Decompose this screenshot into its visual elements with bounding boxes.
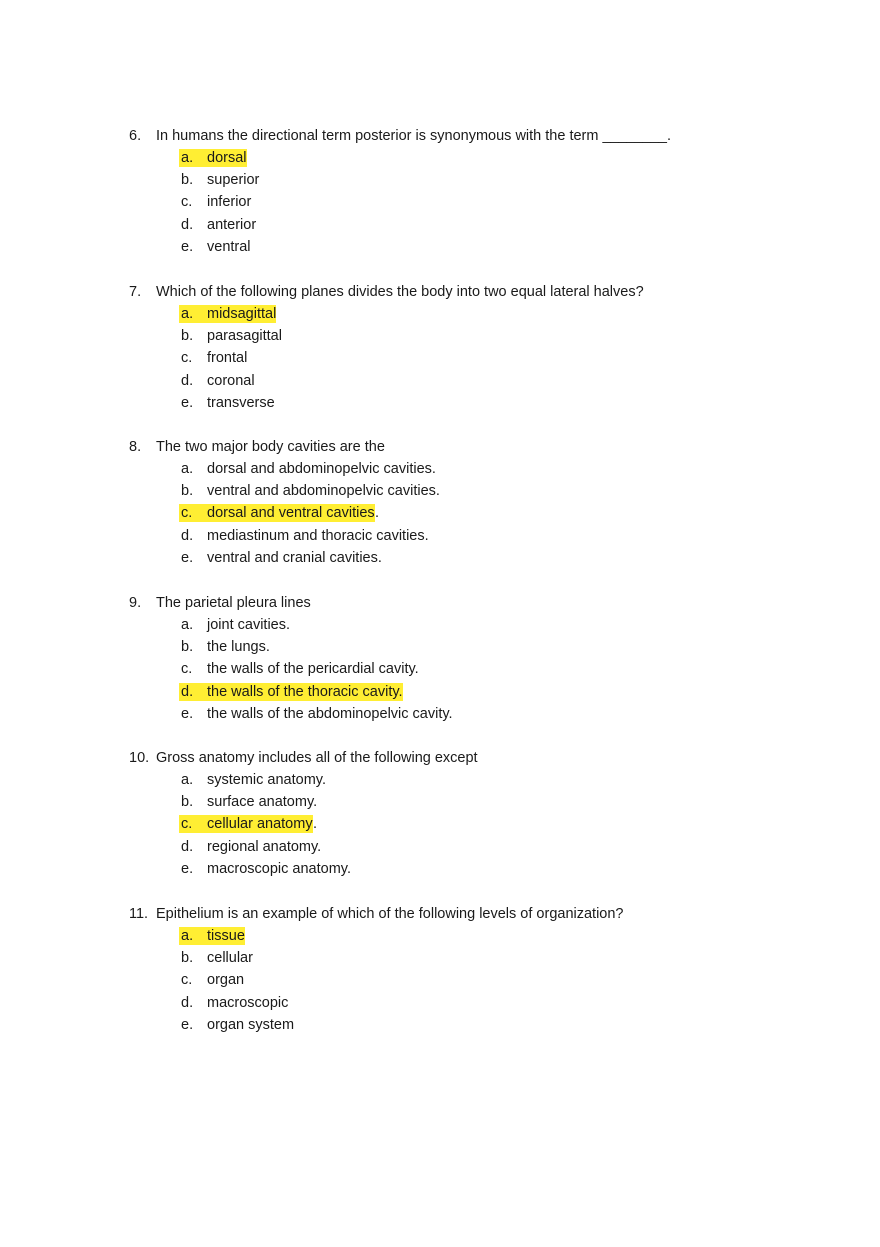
- option-text: midsagittal: [207, 306, 277, 322]
- option-text: transverse: [207, 394, 275, 411]
- option-letter: d.: [181, 372, 194, 389]
- option-letter: b.: [181, 639, 194, 656]
- option-text: anterior: [207, 216, 257, 233]
- answer-options: [0, 925, 880, 1036]
- question-number: 7.: [129, 284, 142, 300]
- option-letter: b.: [181, 328, 194, 345]
- option-letter: d.: [181, 216, 194, 233]
- option-letter: a.: [181, 617, 194, 633]
- option-letter: b.: [181, 950, 194, 967]
- answer-options: [0, 614, 880, 725]
- question-10: [0, 747, 880, 880]
- question-text: The two major body cavities are the: [156, 439, 385, 455]
- option-letter: b.: [181, 483, 194, 500]
- answer-option: [0, 836, 880, 858]
- answer-option: [0, 392, 880, 414]
- question-7: [0, 281, 880, 414]
- option-text: superior: [207, 172, 260, 189]
- answer-option: [0, 1014, 880, 1036]
- answer-option: [0, 658, 880, 680]
- option-text: macroscopic: [207, 994, 289, 1011]
- option-text: ventral and abdominopelvic cavities.: [207, 483, 440, 500]
- option-letter: d.: [181, 994, 194, 1011]
- answer-option: [0, 858, 880, 880]
- question-text: Which of the following planes divides the body into two equal lateral halves?: [156, 284, 644, 300]
- option-letter: d.: [181, 527, 194, 544]
- option-text: inferior: [207, 194, 252, 211]
- option-text: ventral: [207, 238, 251, 255]
- answer-option: [0, 191, 880, 213]
- option-letter: a.: [181, 150, 194, 166]
- option-text: dorsal: [207, 150, 247, 166]
- answer-option: [0, 791, 880, 813]
- answer-option: [0, 458, 880, 480]
- answer-options: [0, 769, 880, 880]
- option-text: cellular anatomy: [207, 816, 313, 833]
- answer-option: [0, 769, 880, 791]
- option-letter: c.: [181, 661, 193, 678]
- option-punctuation: .: [313, 816, 318, 833]
- question-8: [0, 436, 880, 569]
- option-letter: b.: [181, 794, 194, 811]
- answer-option: [0, 480, 880, 502]
- option-text: cellular: [207, 950, 253, 967]
- answer-option-correct: [0, 303, 880, 325]
- option-letter: e.: [181, 860, 194, 877]
- answer-options: [0, 147, 880, 258]
- question-11: [0, 903, 880, 1036]
- option-text: tissue: [207, 928, 245, 944]
- answer-option: [0, 703, 880, 725]
- option-letter: e.: [181, 705, 194, 722]
- answer-option: [0, 636, 880, 658]
- option-text: ventral and cranial cavities.: [207, 549, 382, 566]
- answer-options: [0, 458, 880, 569]
- option-letter: c.: [181, 194, 193, 211]
- question-6: [0, 125, 880, 258]
- option-letter: d.: [181, 838, 194, 855]
- option-text: surface anatomy.: [207, 794, 318, 811]
- option-letter: a.: [181, 306, 194, 322]
- answer-option: [0, 947, 880, 969]
- option-letter: c.: [181, 972, 193, 989]
- option-text: macroscopic anatomy.: [207, 860, 351, 877]
- answer-option: [0, 347, 880, 369]
- answer-option: [0, 525, 880, 547]
- option-letter: c.: [181, 350, 193, 367]
- option-text: dorsal and abdominopelvic cavities.: [207, 461, 436, 477]
- option-letter: b.: [181, 172, 194, 189]
- question-9: [0, 592, 880, 725]
- option-letter: c.: [181, 816, 193, 833]
- answer-option-correct: [0, 813, 880, 835]
- answer-option-correct: [0, 147, 880, 169]
- answer-option-correct: [0, 681, 880, 703]
- answer-option: [0, 992, 880, 1014]
- option-text: joint cavities.: [207, 617, 291, 633]
- question-number: 6.: [129, 128, 142, 144]
- option-letter: a.: [181, 461, 194, 477]
- answer-option: [0, 214, 880, 236]
- question-text: The parietal pleura lines: [156, 595, 311, 611]
- answer-option: [0, 236, 880, 258]
- question-number: 10.: [129, 750, 150, 766]
- option-letter: a.: [181, 772, 194, 788]
- question-text: Epithelium is an example of which of the following levels of organization?: [156, 906, 624, 922]
- answer-option: [0, 547, 880, 569]
- question-number: 9.: [129, 595, 142, 611]
- option-letter: e.: [181, 394, 194, 411]
- option-text: parasagittal: [207, 328, 282, 345]
- option-text: the walls of the pericardial cavity.: [207, 661, 419, 678]
- option-text: the walls of the thoracic cavity.: [207, 683, 403, 700]
- option-text: organ: [207, 972, 245, 989]
- answer-options: [0, 303, 880, 414]
- option-text: organ system: [207, 1016, 295, 1033]
- option-text: systemic anatomy.: [207, 772, 326, 788]
- option-letter: c.: [181, 505, 193, 522]
- answer-option: [0, 169, 880, 191]
- question-text: In humans the directional term posterior is synonymous with the term ________.: [156, 128, 672, 144]
- option-letter: e.: [181, 238, 194, 255]
- option-letter: e.: [181, 549, 194, 566]
- option-letter: d.: [181, 683, 194, 700]
- question-number: 11.: [129, 906, 149, 922]
- answer-option: [0, 325, 880, 347]
- answer-option: [0, 614, 880, 636]
- option-text: mediastinum and thoracic cavities.: [207, 527, 429, 544]
- option-text: regional anatomy.: [207, 838, 322, 855]
- option-text: coronal: [207, 372, 255, 389]
- answer-option-correct: [0, 925, 880, 947]
- option-letter: a.: [181, 928, 194, 944]
- option-punctuation: .: [375, 505, 380, 522]
- option-text: the walls of the abdominopelvic cavity.: [207, 705, 453, 722]
- option-text: dorsal and ventral cavities: [207, 505, 375, 522]
- option-text: the lungs.: [207, 639, 270, 656]
- answer-option: [0, 969, 880, 991]
- question-text: Gross anatomy includes all of the following except: [156, 750, 478, 766]
- option-text: frontal: [207, 350, 248, 367]
- answer-option-correct: [0, 502, 880, 524]
- option-letter: e.: [181, 1016, 194, 1033]
- question-number: 8.: [129, 439, 142, 455]
- answer-option: [0, 370, 880, 392]
